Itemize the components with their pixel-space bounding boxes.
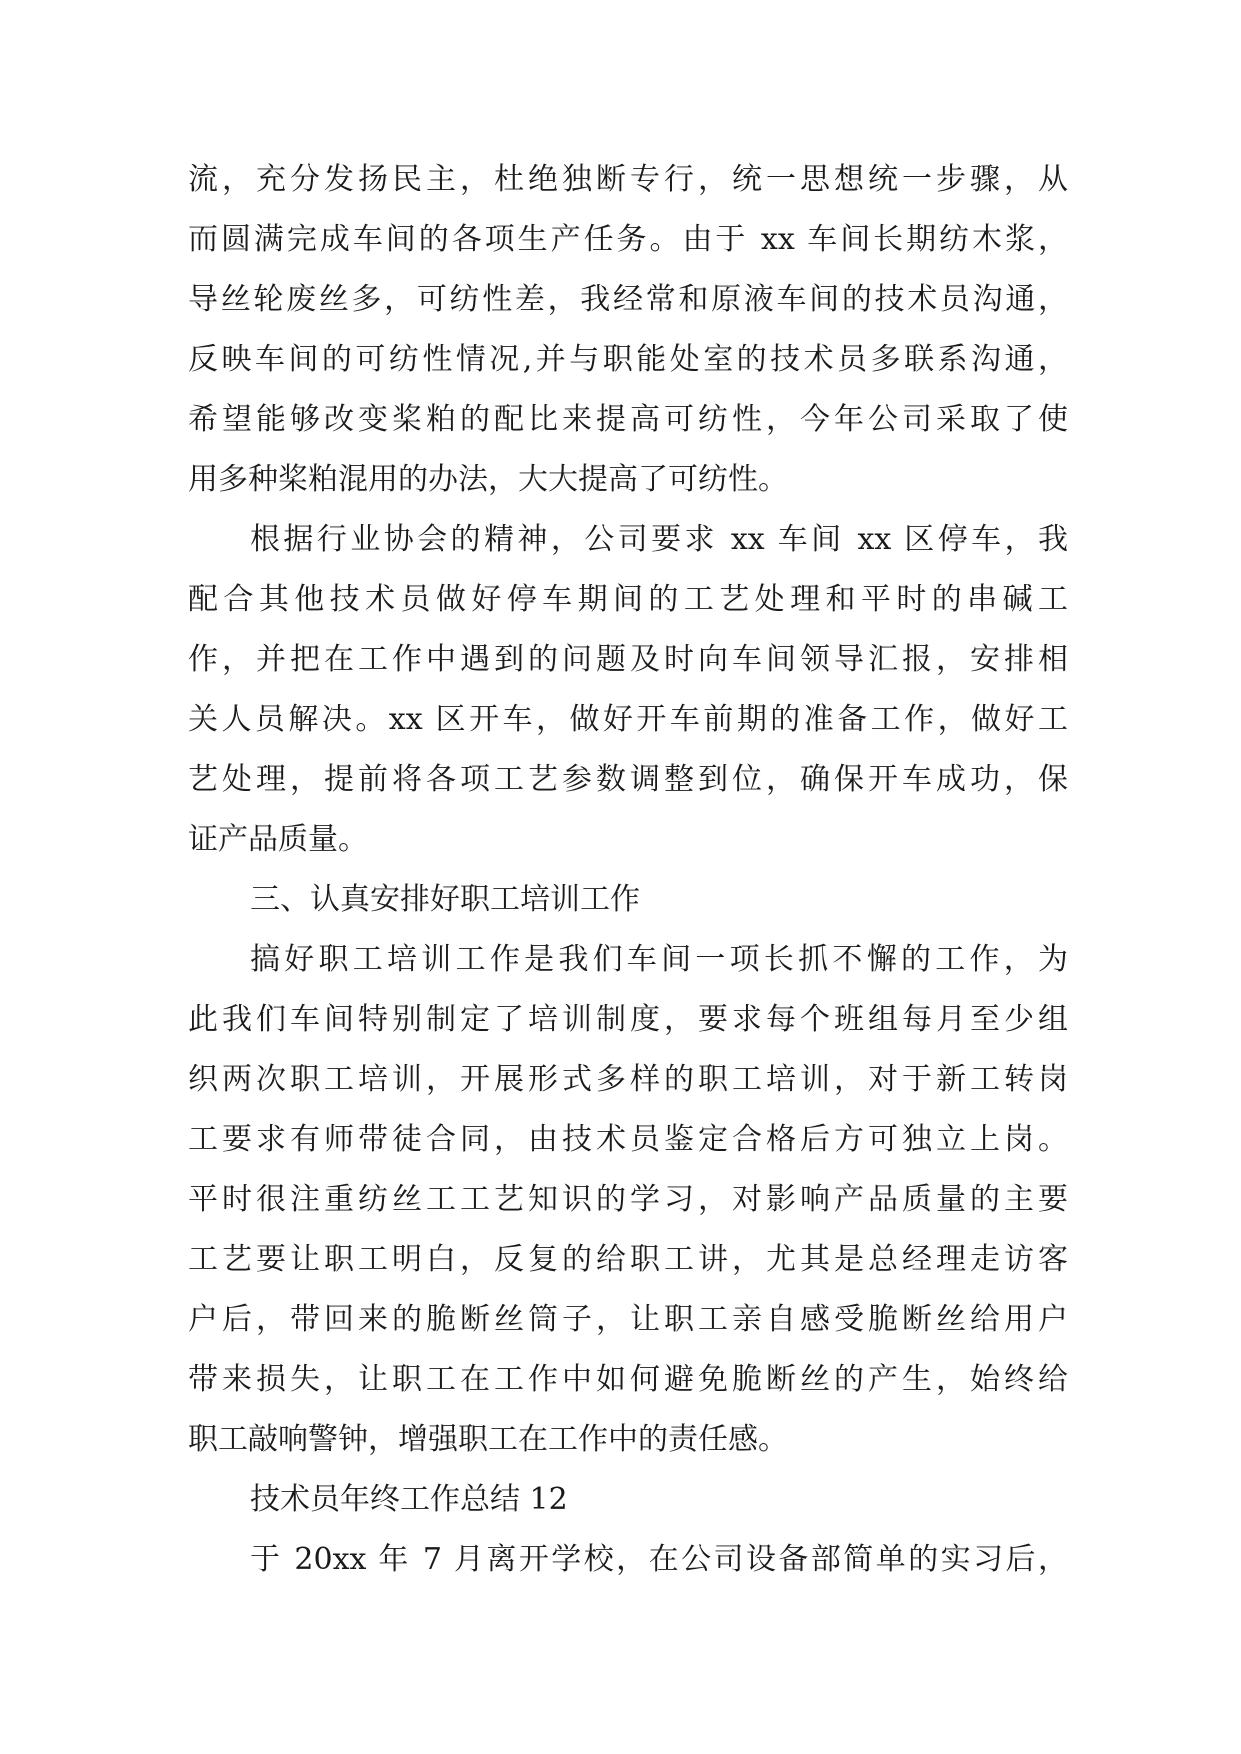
section-title: 技术员年终工作总结 12 [250,1482,568,1517]
text-line: 带来损失，让职工在工作中如何避免脆断丝的产生，始终给 [188,1362,1068,1397]
text-line: 工要求有师带徒合同，由技术员鉴定合格后方可独立上岗。 [188,1122,1068,1157]
paragraph-first-line: 于 20xx 年 7 月离开学校，在公司设备部简单的实习后， [250,1542,1068,1577]
text-line: 户后，带回来的脆断丝筒子，让职工亲自感受脆断丝给用户 [188,1302,1068,1337]
document-body [188,150,1068,1590]
text-line: 此我们车间特别制定了培训制度，要求每个班组每月至少组 [188,1002,1068,1037]
text-line: 织两次职工培训，开展形式多样的职工培训，对于新工转岗 [188,1062,1068,1097]
text-line: 流，充分发扬民主，杜绝独断专行，统一思想统一步骤，从 [188,162,1068,197]
section-heading: 三、认真安排好职工培训工作 [250,882,640,917]
paragraph-first-line: 搞好职工培训工作是我们车间一项长抓不懈的工作，为 [250,942,1068,977]
text-line: 用多种桨粕混用的办法，大大提高了可纺性。 [188,462,788,497]
text-line: 关人员解决。xx 区开车，做好开车前期的准备工作，做好工 [188,702,1068,737]
text-line: 反映车间的可纺性情况,并与职能处室的技术员多联系沟通， [188,342,1068,377]
text-line: 艺处理，提前将各项工艺参数调整到位，确保开车成功，保 [188,762,1068,797]
text-line: 证产品质量。 [188,822,368,857]
paragraph-first-line: 根据行业协会的精神，公司要求 xx 车间 xx 区停车，我 [250,522,1068,557]
text-line: 平时很注重纺丝工工艺知识的学习，对影响产品质量的主要 [188,1182,1068,1217]
text-line: 工艺要让职工明白，反复的给职工讲，尤其是总经理走访客 [188,1242,1068,1277]
text-line: 配合其他技术员做好停车期间的工艺处理和平时的串碱工 [188,582,1068,617]
text-line: 导丝轮废丝多，可纺性差，我经常和原液车间的技术员沟通， [188,282,1068,317]
text-line: 希望能够改变桨粕的配比来提高可纺性，今年公司采取了使 [188,402,1068,437]
text-line: 作，并把在工作中遇到的问题及时向车间领导汇报，安排相 [188,642,1068,677]
text-line: 而圆满完成车间的各项生产任务。由于 xx 车间长期纺木浆， [188,222,1068,257]
text-line: 职工敲响警钟，增强职工在工作中的责任感。 [188,1422,788,1457]
